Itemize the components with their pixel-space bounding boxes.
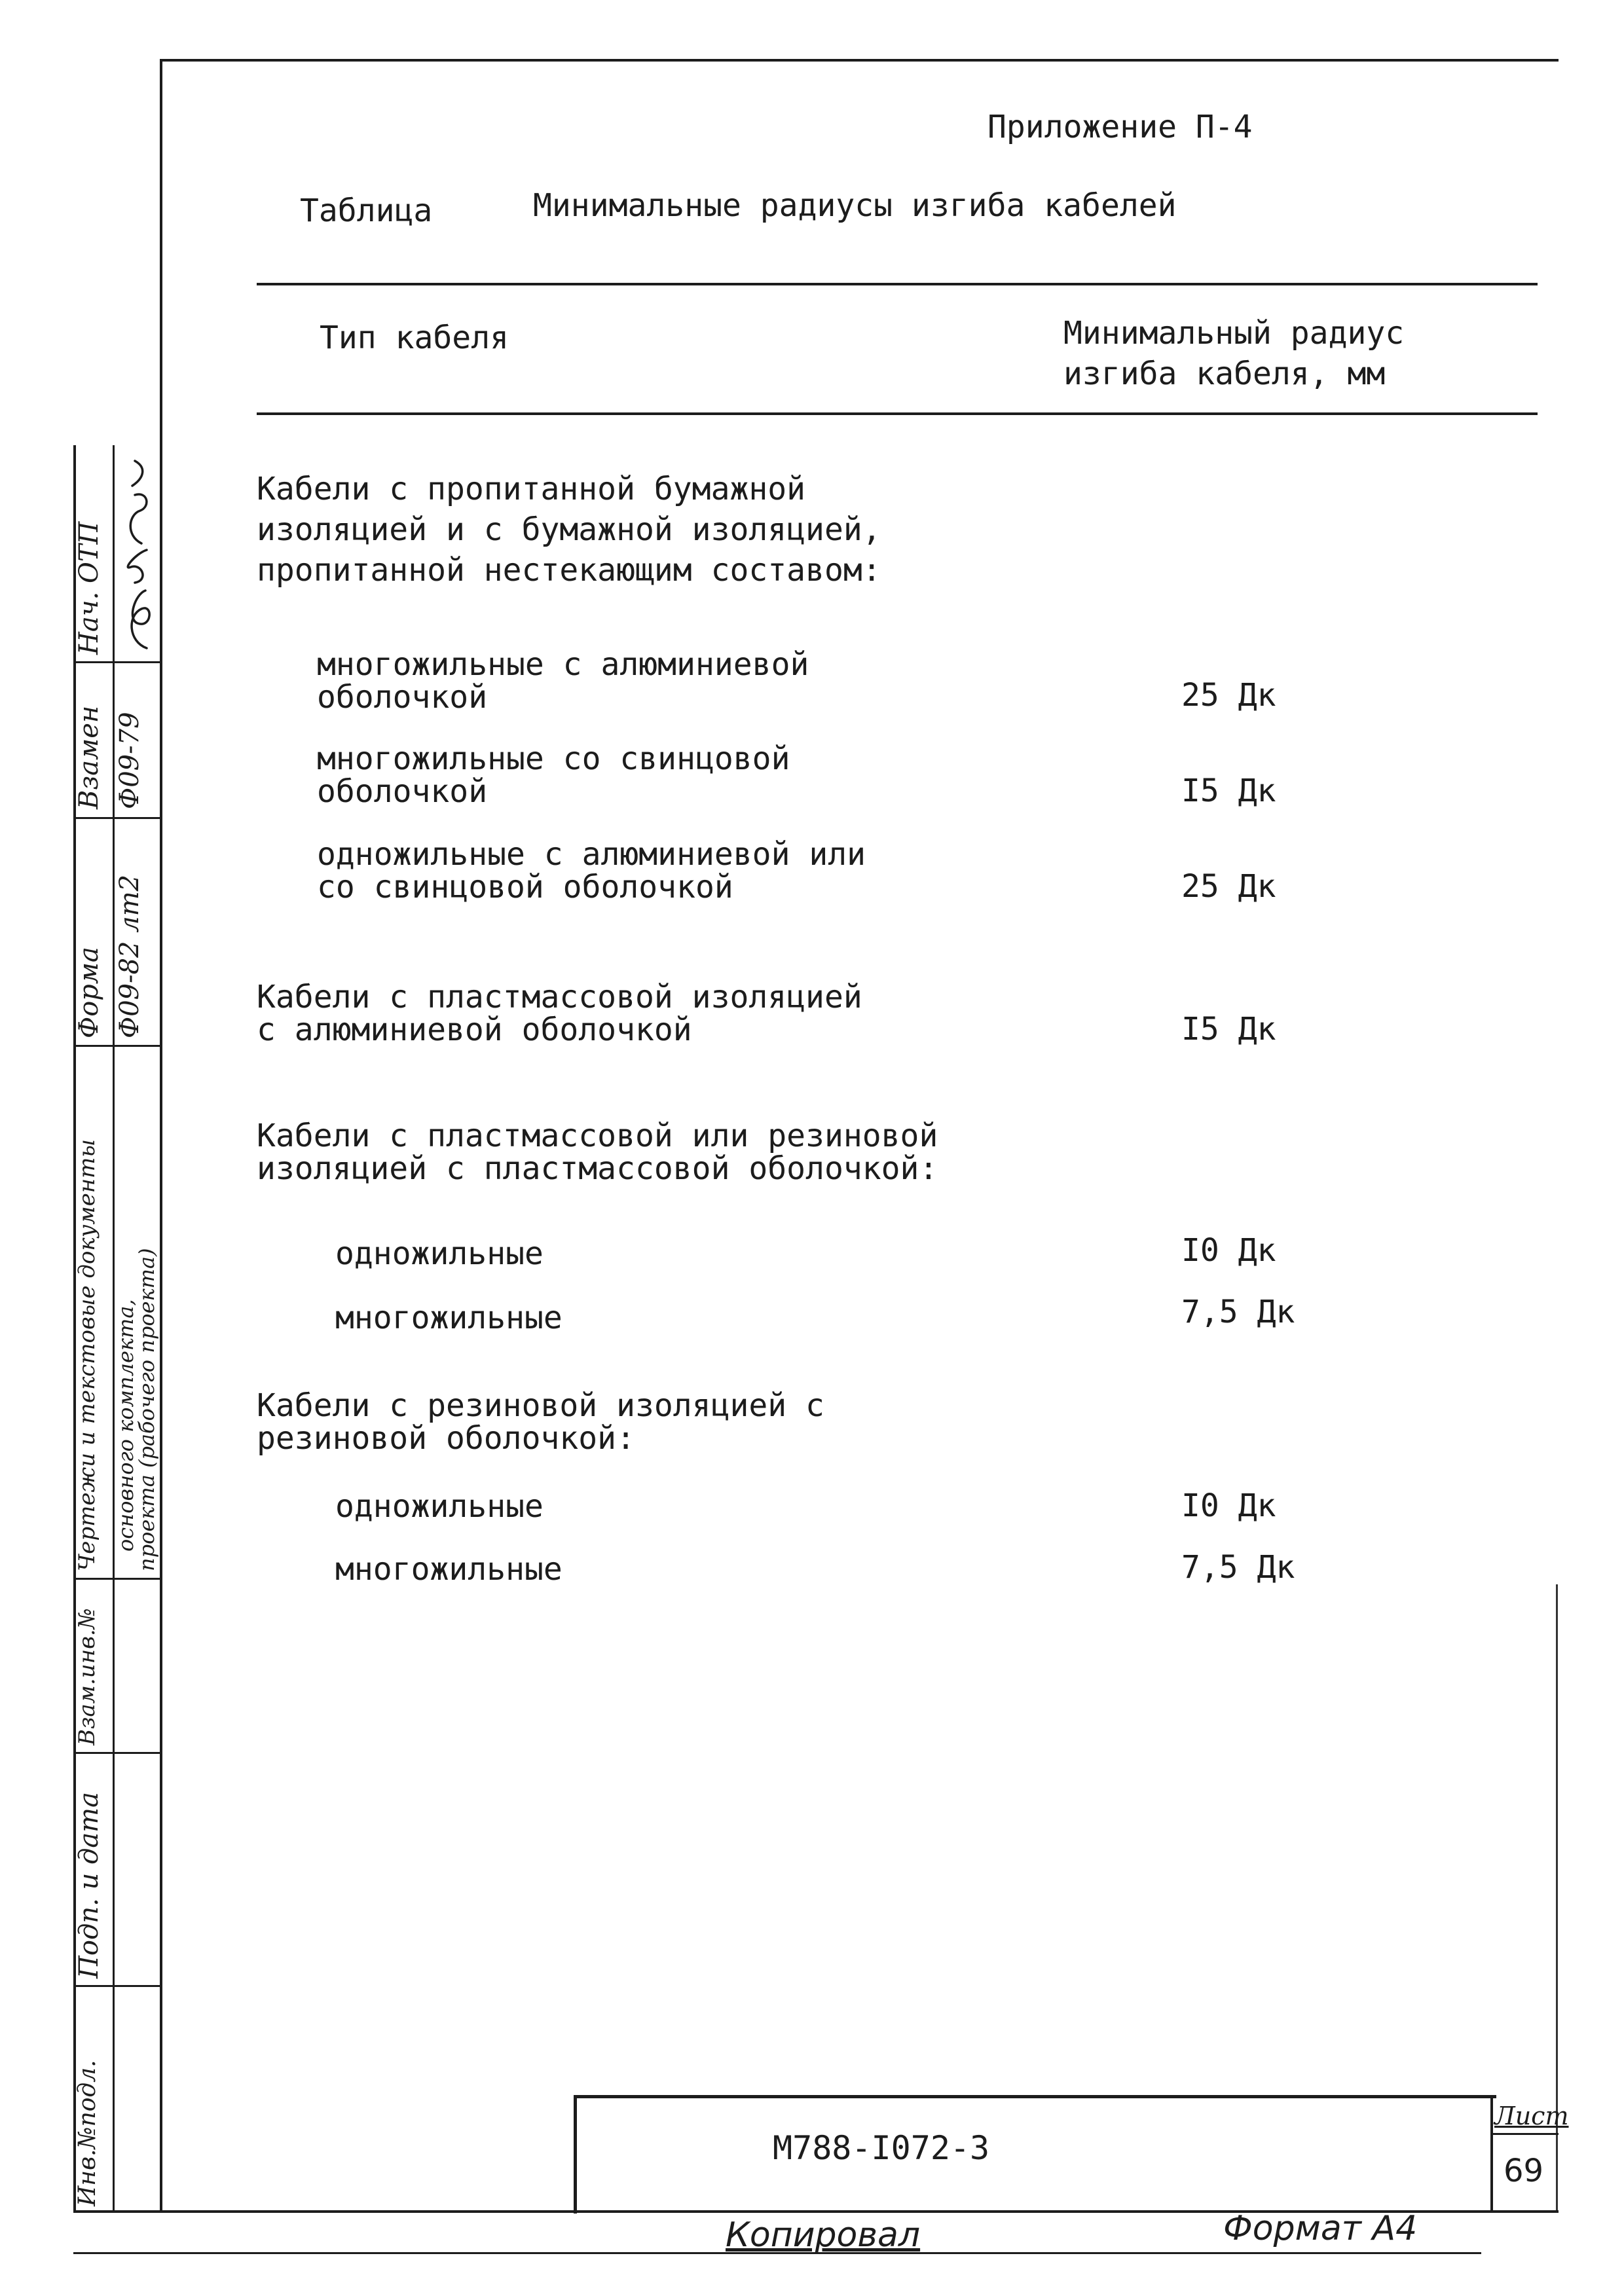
table-title: Минимальные радиусы изгиба кабелей <box>533 187 1177 224</box>
stamp-inv-podl: Инв.№подл. <box>74 2060 101 2206</box>
title-block <box>574 2095 1496 2214</box>
row-type: одножильные <box>335 1488 544 1525</box>
row-type: многожильные <box>335 1300 563 1336</box>
title-block-divider <box>1490 2095 1493 2210</box>
group-title: Кабели с резиновой изоляцией с резиновой оболочкой: <box>257 1387 824 1457</box>
column-header-type: Тип кабеля <box>320 319 509 356</box>
table-label: Таблица <box>300 192 433 229</box>
row-value: I0 Дк <box>1181 1487 1276 1524</box>
signature <box>115 452 158 655</box>
sheet-label: Лист <box>1494 2102 1569 2130</box>
stamp-podp-data: Подп. и дата <box>74 1792 104 1978</box>
row-value: I0 Дк <box>1181 1232 1276 1269</box>
row-type: одножильные <box>335 1235 544 1272</box>
group-title: Кабели с пропитанной бумажной изоляцией и с бумажной изоляцией, пропитанной нестекающим составом: <box>257 471 881 589</box>
appendix-label: Приложение П-4 <box>987 109 1253 145</box>
row-value: I5 Дк <box>1181 1011 1276 1048</box>
row-value: I5 Дк <box>1181 773 1276 809</box>
stamp-drawings-line3: проекта (рабочего проекта) <box>134 1248 159 1571</box>
frame-top-border <box>162 59 1559 62</box>
stamp-forma-code: Ф09-82 лт2 <box>115 874 145 1038</box>
table-header-rule <box>257 412 1538 415</box>
row-value: 7,5 Дк <box>1181 1294 1295 1330</box>
row-type: одножильные с алюминиевой или со свинцовой оболочкой <box>317 836 866 905</box>
format-label: Формат А4 <box>1223 2209 1418 2248</box>
stamp-nach-otp: Нач. ОТП <box>74 521 104 655</box>
row-type: многожильные со свинцовой оболочкой <box>317 740 790 810</box>
side-stamp-row-divider <box>73 817 162 819</box>
row-value: 7,5 Дк <box>1181 1549 1295 1586</box>
stamp-vzamen-code: Ф09-79 <box>115 712 145 809</box>
row-type: многожильные с алюминиевой оболочкой <box>317 646 809 716</box>
document-code: М788-I072-3 <box>773 2129 990 2167</box>
title-block-row-divider <box>1490 2133 1559 2135</box>
column-header-radius: Минимальный радиус изгиба кабеля, мм <box>1063 315 1405 392</box>
stamp-drawings-line2: основного комплекта, <box>113 1299 138 1552</box>
sheet-number: 69 <box>1504 2153 1544 2189</box>
row-value: 25 Дк <box>1181 868 1276 905</box>
side-stamp-row-divider <box>73 1752 162 1754</box>
row-type: многожильные <box>335 1551 563 1588</box>
table-top-rule <box>257 283 1538 285</box>
side-stamp-row-divider <box>73 661 162 663</box>
stamp-vzam-inv: Взам.инв.№ <box>74 1608 100 1745</box>
stamp-vzamen: Взамен <box>74 705 104 809</box>
side-stamp-row-divider <box>73 1985 162 1987</box>
side-stamp-row-divider <box>73 1045 162 1047</box>
row-value: 25 Дк <box>1181 677 1276 714</box>
side-stamp-row-divider <box>73 1578 162 1580</box>
stamp-drawings-line1: Чертежи и текстовые документы <box>74 1139 100 1571</box>
copied-by-label: Копировал <box>726 2215 921 2255</box>
group-title: Кабели с пластмассовой изоляцией с алюминиевой оболочкой <box>257 979 862 1048</box>
group-title: Кабели с пластмассовой или резиновой изоляцией с пластмассовой оболочкой: <box>257 1118 938 1187</box>
stamp-forma: Форма <box>74 947 104 1038</box>
